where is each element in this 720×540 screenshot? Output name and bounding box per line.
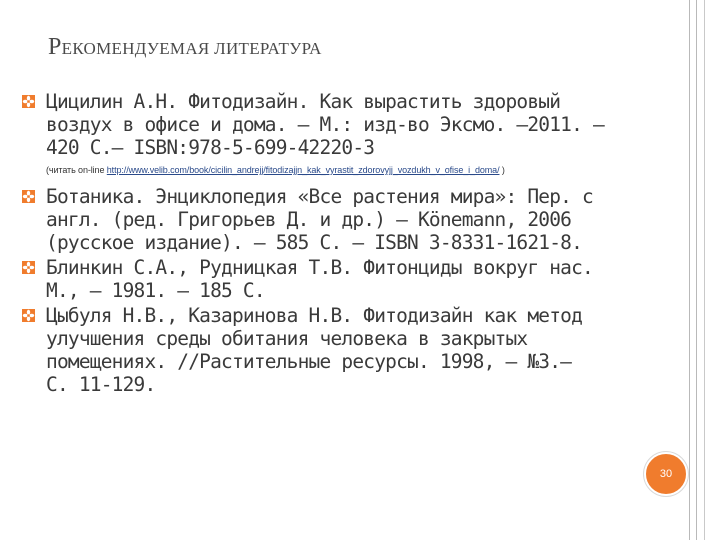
item-line: помещениях. //Растительные ресурсы. 1998, — №3.—	[46, 350, 572, 373]
border-line	[689, 0, 690, 540]
flower-bullet-icon	[22, 261, 35, 274]
item-line: Цицилин А.Н. Фитодизайн. Как вырастить здоровый	[46, 90, 561, 113]
online-note	[22, 165, 677, 175]
item-line: англ. (ред. Григорьев Д. и др.) — Könemann, 2006	[46, 208, 572, 231]
item-line: Ботаника. Энциклопедия «Все растения мира»: Пер. с	[46, 185, 594, 208]
list-item	[22, 256, 677, 302]
item-line: (русское издание). — 585 С. — ISBN 3-8331-1621-8.	[46, 231, 583, 254]
item-line: М., — 1981. — 185 С.	[46, 279, 265, 302]
list-item	[22, 90, 677, 159]
border-line	[704, 0, 705, 540]
title-initial: Р	[48, 34, 62, 60]
item-line: С. 11-129.	[46, 373, 156, 396]
list-item	[22, 304, 677, 396]
reference-list	[22, 90, 677, 396]
title-rest: ЕКОМЕНДУЕМАЯ ЛИТЕРАТУРА	[61, 39, 322, 58]
flower-bullet-icon	[22, 309, 35, 322]
item-line: 420 С.— ISBN:978-5-699-42220-3	[46, 136, 375, 159]
note-prefix: (читать on-line	[46, 165, 107, 175]
page-number: 30	[659, 468, 673, 480]
flower-bullet-icon	[22, 95, 35, 108]
item-line: Блинкин С.А., Рудницкая Т.В. Фитонциды вокруг нас.	[46, 256, 594, 279]
list-item	[22, 185, 677, 254]
slide-title	[48, 34, 322, 61]
item-line: воздух в офисе и дома. — М.: изд-во Эксмо. —2011. —	[46, 113, 604, 136]
border-line	[696, 0, 697, 540]
item-line: улучшения среды обитания человека в закрытых	[46, 327, 528, 350]
flower-bullet-icon	[22, 190, 35, 203]
online-link[interactable]: http://www.velib.com/book/cicilin_andrejj/fitodizajjn_kak_vyrastit_zdorovyjj_vozdukh_v_ofise_i_doma/	[106, 165, 500, 175]
item-line: Цыбуля Н.В., Казаринова Н.В. Фитодизайн как метод	[46, 304, 583, 327]
page-number-badge	[644, 452, 688, 496]
note-suffix: )	[499, 165, 505, 175]
